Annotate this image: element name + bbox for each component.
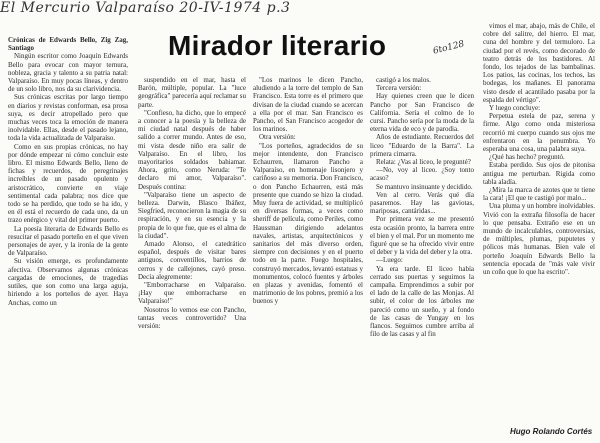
column-paragraph: Ven al cerro. Verás qué día pasaremos. Hay las gaviotas, mariposas, cantáridas...: [370, 190, 474, 216]
column-paragraph: Una pluma y un hombre inolvidables. Vivió con la extraña filosofía de hacer lo que pensaba. Extraño ese en un mundo de incalculables, controversias, de múltiples, plumas, puputetes y pólicos más humanas. Bien vale el porteño Joaquín Edwards Bello la sentencia epocada de "más vale vivir un coño que lo que ha escrito".: [483, 202, 595, 277]
article-column-4: [370, 76, 474, 441]
column-paragraph: Hay quienes creen que le dicen Pancho por San Francisco de California. Sería el colmo de lo cursi. Pancho sería por la moda de la eterna vida de eco y de parodia.: [370, 92, 474, 134]
column-paragraph: Otra versión:: [259, 133, 296, 142]
column-paragraph: "Valparaíso tiene un aspecto de belleza. Darwin, Blasco Ibáñez, Siegfried, reconocieron la magia de su respiración, y en su esencia y la propia de lo que fue, que es el alma de la ciudad".: [138, 190, 246, 240]
column-paragraph: —Luego:: [376, 256, 403, 265]
article-column-3: [253, 76, 363, 441]
column-paragraph: suspendido en el mar, hasta el Barón, múltiple, popular. La "luce geográfica" parecería aquí reclamar su parte.: [138, 76, 246, 109]
column-paragraph: Se mantuvo insinuante y decidido.: [376, 182, 473, 191]
column-paragraph: Ningún escritor como Joaquín Edwards Bello para evocar con mayor ternura, nobleza, gracia y talento a su patria natal: Valparaíso. En muy pocas líneas, y dentro de un solo libro, nos da su clarividencia.: [8, 52, 128, 94]
column-paragraph: Nosotros lo vemos ese con Pancho, tantas veces controvertido? Una versión:: [138, 305, 246, 331]
handwritten-header-note: El Mercurio Valparaíso 20-IV-1974 p.3: [0, 0, 291, 16]
column-paragraph: Sus crónicas escritas por largo tiempo en diarios y revistas conforman, esa prosa suya, es decir atropellado pero que muchas veces toca la emoción de manera inolvidable. Ellas, desde el pasado lejano, toda la vida actualizada de Valparaíso.: [8, 93, 128, 143]
column-paragraph: Relata: ¿Vas al liceo, le pregunté?: [376, 158, 471, 167]
column-paragraph: Por primera vez se me presentó esta ocasión pronto, la barrera entre el bien y el mal. Por un momento me figuré que se ha ofrecido vivir entre el deber y la vida del deber y la otra.: [370, 215, 474, 257]
column-paragraph: castigó a los malos.: [376, 76, 431, 84]
column-lead: Crónicas de Edwards Bello, Zig Zag, Santiago: [8, 36, 128, 53]
column-paragraph: "Los porteños, agradecidos de su mejor intendente, don Francisco Echaurren, llamaron Pancho a Valparaíso, en homenaje lisonjero y cariñoso a su memoria. Don Francisco, o don Pancho Echaurren, está más presente que cuando se hizo la ciudad. Muy fuera de actividad, se multiplicó en diversas formas, a veces como sheriff de película, como Periles, como Haussman dirigiendo adelantos navales, artistas, arquitectónicos y sanitarios del más diverso orden, siempre con decisiones y en el puerto todo en la parte. Fuego hospitales, construyó mercados, levantó estatuas y monumentos, colocó fuentes y árboles en plazas y avenidas, fomentó el matrimonio de los pobres, premió a los buenos y: [253, 141, 363, 306]
author-signature: Hugo Rolando Cortés: [510, 427, 593, 436]
article-title: Mirador literario: [168, 30, 387, 61]
column-paragraph: "Emborracharse en Valparaíso. ¡Hay que emborracharse en Valparaíso!": [138, 281, 246, 306]
column-paragraph: Y luego concluye:: [489, 104, 541, 113]
column-paragraph: ¿Qué has hecho? preguntó.: [489, 153, 565, 162]
column-paragraph: ¿Mira la marca de azotes que te tiene la cara! ¡El que te castigó por malo...: [483, 186, 595, 203]
column-paragraph: Como en sus propias crónicas, no hay por dónde empezar ni cómo concluir este libro. El mismo Edwards Bello, lleno de fichas y recuerdos, de peregrinajes increíbles de un pasado opulento y aristocrático, convierte en viaje sentimental cada palabra; nos dice que todo se ha perdido, que todo se ha ido, y en él está el recuerdo de cada uno, da un trazo enérgico y vital del primer puerto.: [8, 142, 128, 225]
column-paragraph: Perpetua estela de paz, serena y firme. Algo como onda misteriosa recorrió mi cuerpo cuando sus ojos me enfrentaron en la penumbra. Yo esperaba una cosa, una palabra suya.: [483, 112, 595, 154]
column-paragraph: Amado Alonso, el catedrático español, después de visitar bares antiguos, conventillos, barrios de cerros y de callejones, cayó preso. Decía alegremente:: [138, 240, 246, 281]
article-column-1: [8, 36, 128, 441]
column-paragraph: "Los marinos le dicen Pancho, aludiendo a la torre del templo de San Francisco. Esta torre es el primero que divisan de la ciudad cuando se acercan a ella por el mar. San Francisco es Pancho, el San Francisco acogedor de los marinos.: [253, 76, 363, 134]
column-paragraph: Estaba perdido. Sus ojos de pitonisa antigua me perturban. Rigida como tabla aladía.: [483, 161, 595, 186]
column-paragraph: Su visión emerge, es profundamente afectiva. Observamos algunas crónicas cargadas de emociones, de tragedias sutiles, que son como una larga aguja, hiriendo a los porteños de ayer. Haya Anchas, como un: [8, 257, 128, 307]
article-column-2: [138, 76, 246, 441]
column-paragraph: vimos el mar, abajo, más de Chile, el cobre del salitre, del hierro. El mar, cuna del hombre y del termuloro. La ciudad por el revés, como decorado de teatro detrás de los bastidores. Al fondo, los tejados de las bambalinas. Los patios, las cocinas, los techos, las bodegas, los mañanes. El panorama visto desde el acantilado pasaba por la espalda del vértigo".: [483, 22, 595, 104]
article-column-5: [483, 22, 595, 427]
column-paragraph: Ya era tarde. El liceo había cerrado sus puertas y seguimos la campaña. Emprendimos a subir por el lado de la calle de las Monjas. Al subir, el color de los árboles me pareció como un sueño, y al fondo de las casas de Yungay en los flancos. Seguimos cumbre arriba al filo de las casas y al fin: [370, 264, 474, 339]
column-paragraph: "Confieso, ha dicho, que lo empecé a conocer a la poesía y la belleza de mi ciudad natal después de haber salido a correr mundo. Antes de eso, mi vista desde niño era salir de Valparaíso. En el libro, los mayoritarios soldados bahiamar. Ahora, grito, como Neruda: "Te declaro mi amor, Valparaíso". Después contina:: [138, 108, 246, 191]
handwritten-side-note: 6to128: [432, 39, 466, 57]
column-paragraph: La poesía literaria de Edwards Bello es resucitar el pasado porteño en el que viven personajes de ayer, y la ironía de la gente de Valparaíso.: [8, 224, 128, 258]
column-paragraph: Años de estudiante. Recuerdos del liceo "Eduardo de la Barra". La primera cimarra.: [370, 133, 474, 158]
column-paragraph: Tercera versión:: [376, 84, 422, 93]
column-paragraph: —No, voy al liceo. ¿Soy tonto acaso?: [370, 166, 474, 183]
